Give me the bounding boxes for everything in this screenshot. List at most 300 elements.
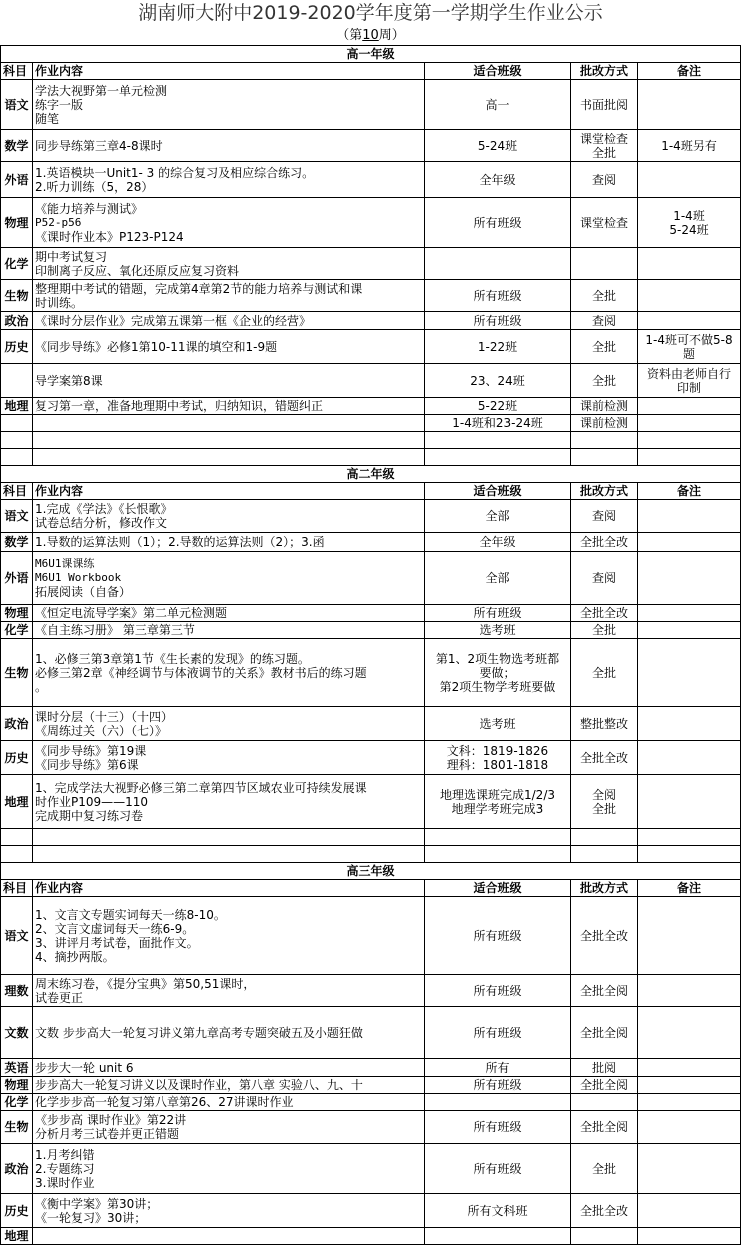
content-line: 《能力培养与测试》 — [35, 201, 144, 216]
blank-cell — [1, 846, 33, 863]
content-cell — [33, 312, 425, 330]
classes-cell — [425, 605, 571, 622]
content-line: 导学案第8课 — [35, 373, 103, 388]
table-row — [1, 1077, 741, 1094]
column-header-note: 备注 — [638, 63, 741, 80]
method-line: 全批全阅 — [579, 1025, 628, 1040]
method-line: 查阅 — [591, 571, 616, 585]
note-cell — [638, 1194, 741, 1228]
classes-line: 高一 — [485, 97, 510, 112]
note-cell — [638, 975, 741, 1007]
method-line: 全批全阅 — [579, 1120, 628, 1134]
table-row — [1, 130, 741, 162]
method-cell — [571, 1228, 638, 1245]
content-cell — [33, 364, 425, 398]
content-line: 4、摘抄两版。 — [35, 949, 115, 964]
note-line: 题 — [683, 346, 696, 361]
subject-cell: 政治 — [1, 707, 33, 741]
method-line: 全批全改 — [579, 1203, 628, 1218]
note-cell — [638, 330, 741, 364]
method-cell — [571, 639, 638, 707]
method-cell — [571, 248, 638, 280]
content-line: 《同步导练》第19课 — [35, 743, 147, 758]
classes-cell — [425, 639, 571, 707]
content-line: 复习第一章，准备地理期中考试，归纳知识，错题纠正 — [35, 399, 324, 413]
method-cell — [571, 605, 638, 622]
week-label — [0, 26, 741, 45]
content-line: 学法大视野第一单元检测 — [35, 83, 168, 98]
classes-line: 所有班级 — [473, 1161, 522, 1176]
classes-cell — [425, 130, 571, 162]
subject-cell: 物理 — [1, 198, 33, 248]
classes-cell — [425, 364, 571, 398]
subject-cell: 物理 — [1, 1077, 33, 1094]
classes-line: 选考班 — [479, 716, 516, 731]
classes-line: 第2项生物学考班要做 — [439, 679, 556, 694]
table-row — [1, 415, 741, 432]
column-header-method: 批改方式 — [571, 483, 638, 500]
subject-cell: 生物 — [1, 1111, 33, 1144]
table-row — [1, 741, 741, 775]
table-row — [1, 1059, 741, 1077]
classes-cell — [425, 415, 571, 432]
method-line: 课前检测 — [579, 416, 628, 430]
note-cell — [638, 500, 741, 533]
classes-cell — [425, 248, 571, 280]
subject-cell: 历史 — [1, 330, 33, 364]
content-line: 期中考试复习 — [35, 249, 108, 264]
content-cell — [33, 622, 425, 639]
classes-line: 全年级 — [479, 172, 516, 187]
column-header-note: 备注 — [638, 483, 741, 500]
subject-cell: 物理 — [1, 605, 33, 622]
blank-cell — [571, 449, 638, 466]
blank-cell — [638, 449, 741, 466]
note-cell — [638, 1007, 741, 1059]
content-line: P52-p56 — [35, 215, 82, 229]
classes-line: 所有班级 — [473, 313, 522, 328]
note-cell — [638, 605, 741, 622]
classes-cell — [425, 1059, 571, 1077]
classes-line: 所有班级 — [473, 928, 522, 943]
content-cell — [33, 198, 425, 248]
note-cell — [638, 1077, 741, 1094]
method-line: 全批 — [591, 801, 616, 816]
content-cell — [33, 280, 425, 312]
blank-cell — [638, 829, 741, 846]
method-cell — [571, 1194, 638, 1228]
subject-cell: 外语 — [1, 162, 33, 198]
content-cell — [33, 1111, 425, 1144]
method-cell — [571, 533, 638, 552]
blank-cell — [571, 829, 638, 846]
header-row — [1, 880, 741, 897]
note-cell — [638, 80, 741, 130]
column-header-content: 作业内容 — [33, 483, 425, 500]
content-line: 同步导练第三章4-8课时 — [35, 138, 163, 153]
classes-cell — [425, 1007, 571, 1059]
subject-cell — [1, 364, 33, 398]
note-cell — [638, 1144, 741, 1194]
content-cell — [33, 975, 425, 1007]
note-cell — [638, 707, 741, 741]
note-line: 印制 — [677, 380, 702, 395]
content-line: 1、完成学法大视野必修三第二章第四节区域农业可持续发展课 — [35, 780, 367, 795]
content-line: 步步大一轮 unit 6 — [35, 1060, 134, 1075]
content-line: 试卷总结分析，修改作文 — [35, 516, 168, 530]
content-cell — [33, 415, 425, 432]
subject-cell: 化学 — [1, 622, 33, 639]
column-header-note: 备注 — [638, 880, 741, 897]
column-header-method: 批改方式 — [571, 880, 638, 897]
note-cell — [638, 897, 741, 975]
classes-line: 所有班级 — [473, 983, 522, 998]
method-cell — [571, 80, 638, 130]
method-cell — [571, 1007, 638, 1059]
table-row — [1, 500, 741, 533]
content-cell — [33, 1007, 425, 1059]
content-line: 分析月考三试卷并更正错题 — [35, 1127, 180, 1141]
content-line: 文数 步步高大一轮复习讲义第九章高考专题突破五及小题狂做 — [35, 1025, 363, 1040]
table-row — [1, 605, 741, 622]
classes-line: 所有班级 — [473, 1120, 522, 1134]
method-cell — [571, 398, 638, 415]
content-line: 课时分层（十三）（十四） — [35, 709, 174, 724]
method-line: 查阅 — [591, 313, 616, 328]
content-line: 印制离子反应、氧化还原反应复习资料 — [35, 263, 240, 278]
week-suffix: 周） — [378, 28, 405, 43]
classes-cell — [425, 500, 571, 533]
method-line: 课前检测 — [579, 399, 628, 413]
content-cell — [33, 1194, 425, 1228]
content-line: 1.导数的运算法则（1）；2.导数的运算法则（2）；3.函 — [35, 535, 325, 549]
table-row — [1, 775, 741, 829]
column-header-content: 作业内容 — [33, 63, 425, 80]
table-row — [1, 80, 741, 130]
classes-line: 所有文科班 — [467, 1203, 528, 1218]
classes-line: 全年级 — [479, 535, 516, 549]
page-title: 湖南师大附中2019-2020学年度第一学期学生作业公示 — [138, 2, 603, 24]
table-row — [1, 1228, 741, 1245]
grade-heading: 高二年级 — [1, 466, 741, 483]
classes-line: 所有班级 — [473, 288, 522, 303]
method-cell — [571, 130, 638, 162]
content-line: 1、必修三第3章第1节《生长素的发现》的练习题。 — [35, 651, 310, 666]
content-line: 《衡中学案》第30讲； — [35, 1196, 159, 1211]
classes-line: 5-22班 — [477, 399, 518, 413]
subject-cell: 语文 — [1, 897, 33, 975]
column-header-classes: 适合班级 — [425, 483, 571, 500]
content-cell — [33, 1228, 425, 1245]
classes-line: 全部 — [485, 509, 510, 523]
content-line: M6U1课课练 — [35, 557, 95, 570]
method-cell — [571, 975, 638, 1007]
subject-cell: 语文 — [1, 500, 33, 533]
method-cell — [571, 330, 638, 364]
classes-line: 第1、2项生物选考班都 — [435, 651, 560, 666]
method-line: 全批全改 — [579, 606, 628, 620]
note-cell — [638, 639, 741, 707]
method-line: 全批全改 — [579, 928, 628, 943]
note-cell — [638, 533, 741, 552]
content-cell — [33, 552, 425, 605]
content-line: 《恒定电流导学案》第二单元检测题 — [35, 606, 228, 620]
table-row — [1, 364, 741, 398]
content-line: 《步步高 课时作业》第22讲 — [35, 1113, 187, 1127]
subject-cell: 英语 — [1, 1059, 33, 1077]
table-row — [1, 398, 741, 415]
classes-cell — [425, 975, 571, 1007]
table-row — [1, 1144, 741, 1194]
method-cell — [571, 741, 638, 775]
note-line: 资料由老师自行 — [647, 366, 732, 381]
content-line: 。 — [35, 679, 48, 694]
note-cell — [638, 741, 741, 775]
method-line: 全批 — [591, 665, 616, 680]
method-cell — [571, 162, 638, 198]
blank-cell — [33, 829, 425, 846]
table-row — [1, 1111, 741, 1144]
method-line: 批阅 — [591, 1060, 616, 1075]
column-header-method: 批改方式 — [571, 63, 638, 80]
note-cell — [638, 1059, 741, 1077]
column-header-classes: 适合班级 — [425, 880, 571, 897]
blank-cell — [425, 432, 571, 449]
note-cell — [638, 398, 741, 415]
blank-cell — [638, 432, 741, 449]
note-line: 1-4班 — [673, 208, 705, 223]
blank-cell — [1, 829, 33, 846]
blank-cell — [33, 449, 425, 466]
subject-cell: 文数 — [1, 1007, 33, 1059]
note-line: 1-4班可不做5-8 — [645, 332, 733, 347]
content-line: 试卷更正 — [35, 990, 84, 1005]
content-cell — [33, 130, 425, 162]
method-cell — [571, 1059, 638, 1077]
content-line: 2.专题练习 — [35, 1161, 95, 1176]
note-line: 5-24班 — [669, 222, 709, 237]
classes-cell — [425, 330, 571, 364]
subject-cell: 数学 — [1, 533, 33, 552]
method-line: 全批全改 — [579, 750, 628, 765]
method-line: 课堂检查 — [579, 215, 628, 230]
classes-cell — [425, 897, 571, 975]
blank-row — [1, 846, 741, 863]
content-line: 《周练过关（六）（七）》 — [35, 723, 168, 738]
blank-cell — [33, 432, 425, 449]
classes-cell — [425, 622, 571, 639]
table-row — [1, 1194, 741, 1228]
note-cell — [638, 415, 741, 432]
classes-cell — [425, 1194, 571, 1228]
method-cell — [571, 897, 638, 975]
subject-cell: 外语 — [1, 552, 33, 605]
method-cell — [571, 1144, 638, 1194]
table-row — [1, 330, 741, 364]
classes-line: 要做； — [479, 665, 516, 680]
subject-cell: 生物 — [1, 639, 33, 707]
header-row — [1, 63, 741, 80]
classes-line: 1-4班和23-24班 — [452, 416, 543, 430]
method-cell — [571, 1111, 638, 1144]
content-cell — [33, 1094, 425, 1111]
method-line: 全批 — [591, 373, 616, 388]
table-row — [1, 622, 741, 639]
classes-cell — [425, 1094, 571, 1111]
classes-line: 理科：1801-1818 — [446, 757, 549, 772]
note-cell — [638, 198, 741, 248]
content-line: 随笔 — [35, 111, 60, 126]
content-line: 化学步步高一轮复习第八章第26、27讲课时作业 — [35, 1095, 294, 1109]
subject-cell: 生物 — [1, 280, 33, 312]
classes-cell — [425, 280, 571, 312]
content-line: 整理期中考试的错题，完成第4章第2节的能力培养与测试和课 — [35, 281, 363, 296]
classes-line: 地理学考班完成3 — [451, 801, 544, 816]
content-line: 2.听力训练（5，28） — [35, 179, 154, 194]
content-line: 《课时分层作业》完成第五课第一框《企业的经营》 — [35, 313, 312, 328]
subject-cell: 政治 — [1, 312, 33, 330]
content-line: 步步高大一轮复习讲义以及课时作业，第八章 实验八、九、十 — [35, 1078, 363, 1092]
table-row — [1, 552, 741, 605]
method-line: 全批全阅 — [579, 983, 628, 998]
classes-cell — [425, 552, 571, 605]
content-cell — [33, 398, 425, 415]
grade-heading: 高三年级 — [1, 863, 741, 880]
content-line: 《自主练习册》 第三章第三节 — [35, 623, 195, 637]
method-line: 整批整改 — [579, 716, 628, 731]
column-header-subject: 科目 — [1, 483, 33, 500]
content-line: 必修三第2章《神经调节与体液调节的关系》教材书后的练习题 — [35, 665, 367, 680]
table-row — [1, 198, 741, 248]
method-cell — [571, 500, 638, 533]
content-line: 1.完成《学法》《长恨歌》 — [35, 502, 173, 516]
method-line: 全批 — [591, 623, 616, 637]
method-line: 全批全阅 — [579, 1078, 628, 1092]
classes-line: 23、24班 — [470, 373, 525, 388]
note-cell — [638, 162, 741, 198]
subject-cell — [1, 415, 33, 432]
table-row — [1, 280, 741, 312]
subject-cell: 地理 — [1, 398, 33, 415]
blank-cell — [425, 846, 571, 863]
subject-cell: 化学 — [1, 1094, 33, 1111]
subject-cell: 地理 — [1, 775, 33, 829]
content-line: 《同步导练》第6课 — [35, 757, 139, 772]
content-cell — [33, 775, 425, 829]
note-cell — [638, 775, 741, 829]
note-cell — [638, 280, 741, 312]
classes-line: 选考班 — [479, 623, 516, 637]
content-cell — [33, 707, 425, 741]
classes-cell — [425, 707, 571, 741]
content-line: 1、文言文专题实词每天一练8-10。 — [35, 907, 226, 922]
column-header-subject: 科目 — [1, 880, 33, 897]
week-prefix: （第 — [336, 28, 363, 43]
classes-cell — [425, 1144, 571, 1194]
table-row — [1, 975, 741, 1007]
subject-cell: 化学 — [1, 248, 33, 280]
classes-cell — [425, 1228, 571, 1245]
content-cell — [33, 1077, 425, 1094]
classes-cell — [425, 741, 571, 775]
note-cell — [638, 312, 741, 330]
classes-line: 所有班级 — [473, 1025, 522, 1040]
method-line: 全批全改 — [579, 535, 628, 549]
note-cell — [638, 1111, 741, 1144]
classes-cell — [425, 775, 571, 829]
content-cell — [33, 162, 425, 198]
method-cell — [571, 312, 638, 330]
content-line: 1.月考纠错 — [35, 1147, 95, 1162]
classes-line: 所有班级 — [473, 1078, 522, 1092]
method-line: 全批 — [591, 145, 616, 160]
content-cell — [33, 1144, 425, 1194]
content-line: 时训练。 — [35, 295, 84, 310]
classes-cell — [425, 198, 571, 248]
classes-cell — [425, 1077, 571, 1094]
method-cell — [571, 364, 638, 398]
content-cell — [33, 741, 425, 775]
classes-line: 全部 — [485, 571, 510, 585]
method-cell — [571, 280, 638, 312]
content-cell — [33, 533, 425, 552]
note-cell — [638, 1228, 741, 1245]
blank-cell — [638, 846, 741, 863]
content-line: 完成期中复习练习卷 — [35, 808, 144, 823]
table-row — [1, 1007, 741, 1059]
blank-cell — [571, 432, 638, 449]
classes-cell — [425, 162, 571, 198]
note-cell — [638, 130, 741, 162]
method-cell — [571, 552, 638, 605]
blank-cell — [425, 449, 571, 466]
content-line: M6U1 Workbook — [35, 571, 122, 584]
note-cell — [638, 1094, 741, 1111]
content-line: 2、文言文虚词每天一练6-9。 — [35, 921, 195, 936]
content-cell — [33, 330, 425, 364]
table-row — [1, 162, 741, 198]
note-cell — [638, 248, 741, 280]
note-cell — [638, 552, 741, 605]
subject-cell: 地理 — [1, 1228, 33, 1245]
header-row — [1, 483, 741, 500]
method-cell — [571, 707, 638, 741]
content-line: 周末练习卷，《提分宝典》第50,51课时， — [35, 976, 256, 991]
table-row — [1, 1094, 741, 1111]
content-line: 练字一版 — [35, 97, 84, 112]
content-line: 时作业P109——110 — [35, 794, 149, 809]
method-cell — [571, 1094, 638, 1111]
content-line: 拓展阅读（自备） — [35, 585, 132, 599]
classes-line: 5-24班 — [477, 138, 518, 153]
classes-cell — [425, 80, 571, 130]
content-line: 《一轮复习》30讲； — [35, 1210, 147, 1225]
table-row — [1, 707, 741, 741]
blank-row — [1, 432, 741, 449]
classes-line: 1-22班 — [477, 339, 518, 354]
classes-line: 文科：1819-1826 — [446, 743, 549, 758]
method-line: 课堂检查 — [579, 131, 628, 146]
content-cell — [33, 897, 425, 975]
classes-cell — [425, 533, 571, 552]
content-line: 《同步导练》必修1第10-11课的填空和1-9题 — [35, 339, 278, 354]
content-cell — [33, 248, 425, 280]
content-line: 1.英语模块一Unit1- 3 的综合复习及相应综合练习。 — [35, 165, 315, 180]
subject-cell: 数学 — [1, 130, 33, 162]
classes-cell — [425, 1111, 571, 1144]
method-line: 全批 — [591, 339, 616, 354]
blank-cell — [1, 449, 33, 466]
